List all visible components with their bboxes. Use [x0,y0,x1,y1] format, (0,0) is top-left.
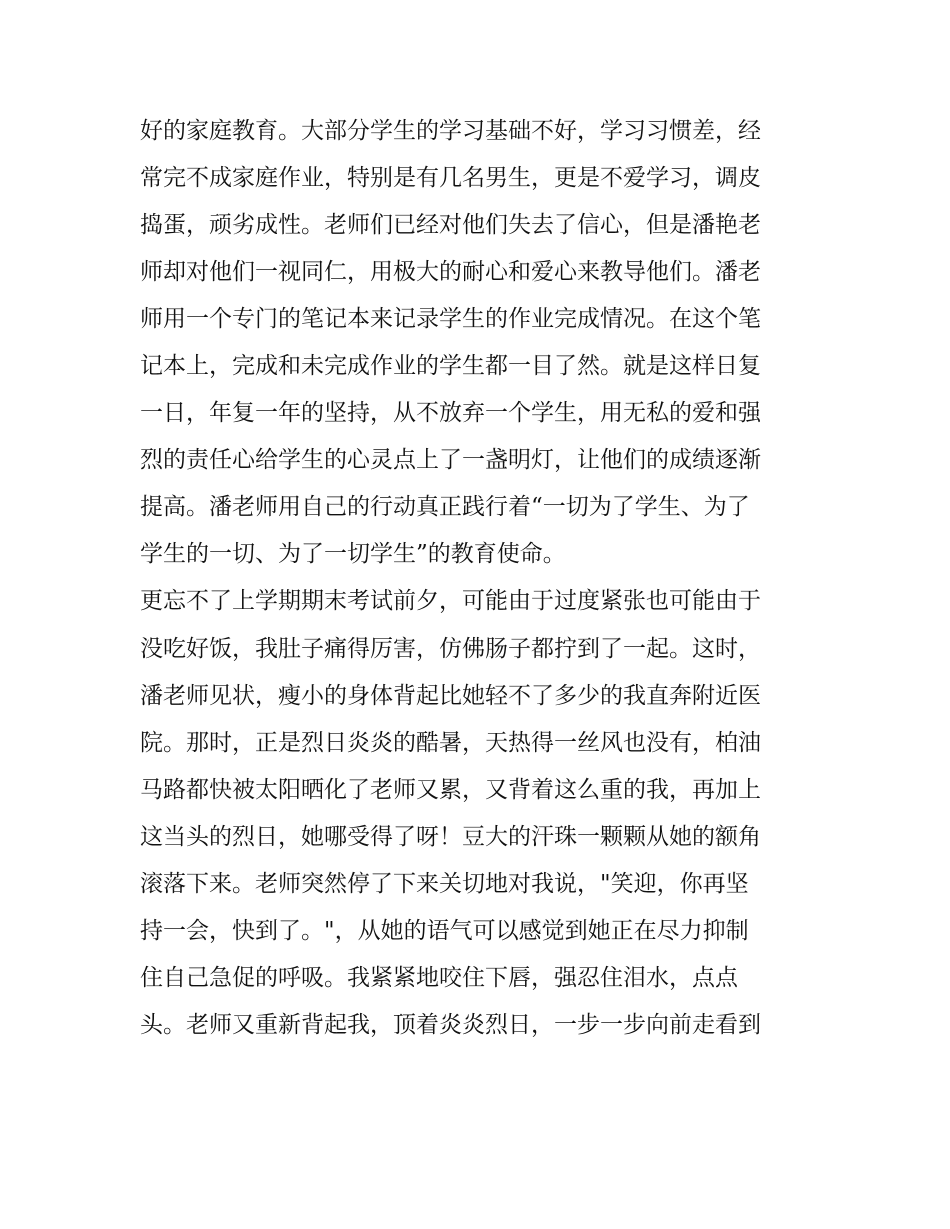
text-line: 烈的责任心给学生的心灵点上了一盏明灯，让他们的成绩逐渐 [140,447,761,474]
text-line: 师用一个专门的笔记本来记录学生的作业完成情况。在这个笔 [140,306,761,333]
body-text [140,108,820,1049]
text-line: 没吃好饭，我肚子痛得厉害，仿佛肠子都拧到了一起。这时， [140,635,761,662]
text-line: 常完不成家庭作业，特别是有几名男生，更是不爱学习，调皮 [140,165,761,192]
text-line: 头。老师又重新背起我，顶着炎炎烈日，一步一步向前走看到 [140,1011,761,1038]
text-line: 提高。潘老师用自己的行动真正践行着“一切为了学生、为了 [140,494,750,521]
text-line: 潘老师见状，瘦小的身体背起比她轻不了多少的我直奔附近医 [140,682,761,709]
text-line: 师却对他们一视同仁，用极大的耐心和爱心来教导他们。潘老 [140,259,761,286]
text-line: 滚落下来。老师突然停了下来关切地对我说，"笑迎，你再坚 [140,870,749,897]
text-line: 学生的一切、为了一切学生”的教育使命。 [140,541,566,568]
text-line: 更忘不了上学期期末考试前夕，可能由于过度紧张也可能由于 [140,588,761,615]
text-line: 持一会，快到了。"，从她的语气可以感觉到她正在尽力抑制 [140,917,749,944]
text-line: 马路都快被太阳晒化了老师又累，又背着这么重的我，再加上 [140,776,761,803]
text-line: 一日，年复一年的坚持，从不放弃一个学生，用无私的爱和强 [140,400,761,427]
text-line: 这当头的烈日，她哪受得了呀！豆大的汗珠一颗颗从她的额角 [140,823,761,850]
text-line: 住自己急促的呼吸。我紧紧地咬住下唇，强忍住泪水，点点 [140,964,738,991]
text-line: 好的家庭教育。大部分学生的学习基础不好，学习习惯差，经 [140,118,761,144]
text-line: 院。那时，正是烈日炎炎的酷暑，天热得一丝风也没有，柏油 [140,729,761,756]
text-line: 记本上，完成和未完成作业的学生都一目了然。就是这样日复 [140,353,761,380]
text-line: 捣蛋，顽劣成性。老师们已经对他们失去了信心，但是潘艳老 [140,212,761,239]
